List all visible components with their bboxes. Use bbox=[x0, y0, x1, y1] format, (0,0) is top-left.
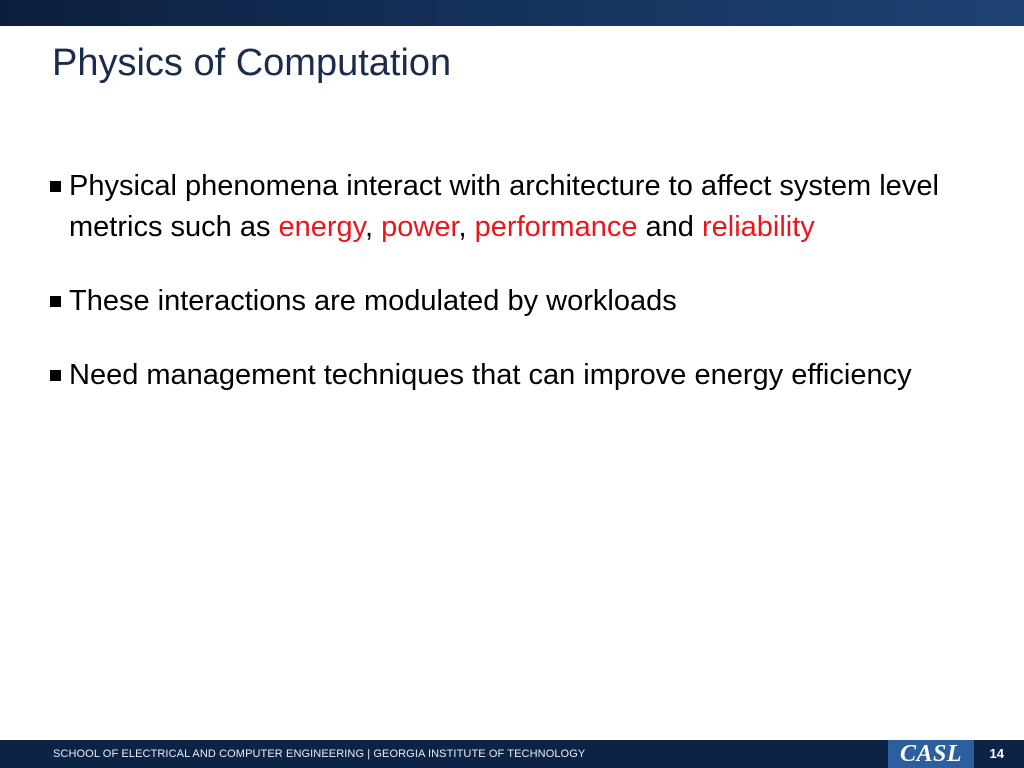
footer-bar bbox=[0, 740, 1024, 768]
bullet-1-text-and: and bbox=[637, 211, 702, 243]
logo-text: CASL bbox=[899, 740, 963, 767]
header-bar bbox=[0, 0, 1024, 26]
bullet-3-text: Need management techniques that can improve energy efficiency bbox=[69, 359, 912, 391]
square-bullet-icon bbox=[50, 370, 61, 381]
bullet-item-1 bbox=[50, 166, 950, 248]
bullet-1-text-start: Physical phenomena interact with architecture to affect system level metrics such as bbox=[69, 170, 939, 243]
keyword-reliability: reliability bbox=[701, 211, 815, 243]
separator: , bbox=[365, 211, 382, 243]
keyword-performance: performance bbox=[474, 211, 638, 243]
keyword-energy: energy bbox=[278, 211, 366, 243]
keyword-power: power bbox=[381, 211, 459, 243]
page-number: 14 bbox=[989, 746, 1004, 761]
casl-logo bbox=[888, 740, 974, 768]
bullet-2-text: These interactions are modulated by workloads bbox=[69, 285, 677, 317]
square-bullet-icon bbox=[50, 296, 61, 307]
slide-title: Physics of Computation bbox=[52, 42, 452, 84]
footer-institution-text: SCHOOL OF ELECTRICAL AND COMPUTER ENGINEERING | GEORGIA INSTITUTE OF TECHNOLOGY bbox=[53, 748, 586, 760]
bullet-item-3 bbox=[50, 355, 950, 396]
square-bullet-icon bbox=[50, 181, 61, 192]
bullet-item-2 bbox=[50, 281, 950, 322]
separator: , bbox=[458, 211, 475, 243]
bullet-list bbox=[50, 166, 950, 429]
